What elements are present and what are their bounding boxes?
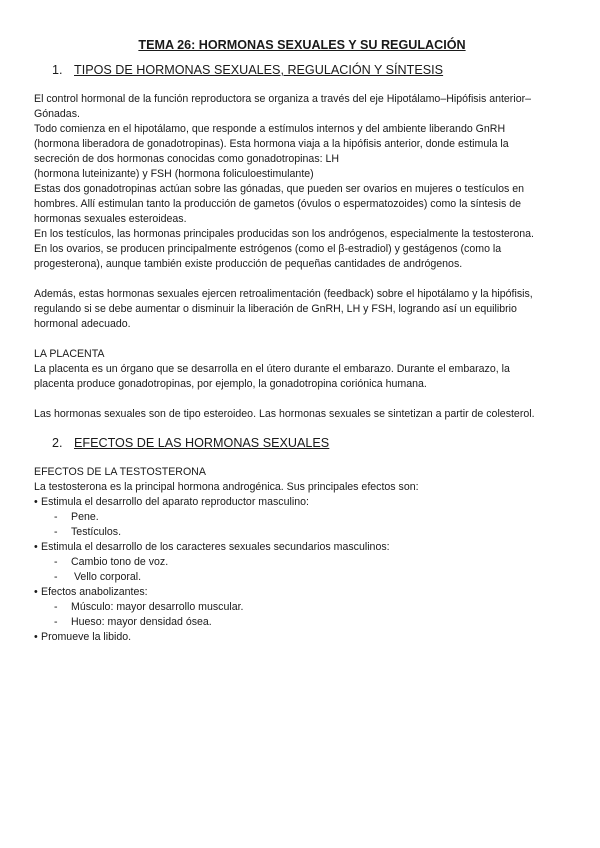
dash-icon: -	[54, 556, 58, 568]
text-line: En los ovarios, se producen principalmente estrógenos (como el β-estradiol) y gestágenos (como la	[34, 243, 502, 255]
bullet-icon: •	[34, 631, 38, 643]
list-item: • Estimula el desarrollo de los caracteres sexuales secundarios masculinos:	[34, 541, 390, 553]
sub-list-item: - Pene.	[54, 511, 99, 523]
text-line: Estas dos gonadotropinas actúan sobre las gónadas, que pueden ser ovarios en mujeres o testículos en	[34, 183, 524, 195]
sub-list-item: - Cambio tono de voz.	[54, 556, 169, 568]
text-line: La placenta es un órgano que se desarrolla en el útero durante el embarazo. Durante el embarazo, la	[34, 363, 510, 375]
section-1-paragraph-feedback	[34, 287, 570, 332]
text-line: Todo comienza en el hipotálamo, que responde a estímulos internos y del ambiente liberando GnRH	[34, 123, 506, 135]
placenta-heading: LA PLACENTA	[34, 348, 105, 360]
text-line: secreción de dos hormonas conocidas como gonadotropinas: LH	[34, 153, 340, 165]
sub-list-item: - Vello corporal.	[54, 571, 142, 583]
text-line: placenta produce gonadotropinas, por ejemplo, la gonadotropina coriónica humana.	[34, 378, 427, 390]
sub-list-item: - Hueso: mayor densidad ósea.	[54, 616, 212, 628]
section-2-number: 2.	[52, 436, 63, 450]
bullet-icon: •	[34, 496, 38, 508]
list-item: • Efectos anabolizantes:	[34, 586, 148, 598]
sub-list-item: - Músculo: mayor desarrollo muscular.	[54, 601, 244, 613]
document-page	[34, 38, 570, 645]
text-line: regulando si se debe aumentar o disminuir la liberación de GnRH, LH y FSH, logrando así un equilibrio	[34, 303, 517, 315]
text-line: hormonal adecuado.	[34, 318, 131, 330]
text-line: Además, estas hormonas sexuales ejercen retroalimentación (feedback) sobre el hipotálamo y la hipófisis,	[34, 288, 533, 300]
bullet-icon: •	[34, 586, 38, 598]
section-1-number: 1.	[52, 63, 63, 77]
sub-list-item: - Testículos.	[54, 526, 122, 538]
bullet-icon: •	[34, 541, 38, 553]
text-line: En los testículos, las hormonas principales producidas son los andrógenos, especialmente la testosterona.	[34, 228, 534, 240]
list-item: • Promueve la libido.	[34, 631, 132, 643]
dash-icon: -	[54, 511, 58, 523]
testosterone-heading: EFECTOS DE LA TESTOSTERONA	[34, 466, 206, 478]
section-1-paragraph-placenta	[34, 362, 570, 392]
text-line: hombres. Allí estimulan tanto la producción de gametos (óvulos o espermatozoides) como la síntesis de	[34, 198, 521, 210]
text-line: (hormona liberadora de gonadotropinas). Esta hormona viaja a la hipófisis anterior, donde estimula la	[34, 138, 509, 150]
section-1-paragraph-regulation	[34, 92, 570, 272]
text-line: progesterona), aunque también existe producción de pequeñas cantidades de andrógenos.	[34, 258, 463, 270]
text-line: El control hormonal de la función reproductora se organiza a través del eje Hipotálamo–Hipófisis anterior–	[34, 93, 532, 105]
section-2-title: EFECTOS DE LAS HORMONAS SEXUALES	[74, 436, 330, 450]
text-line: Gónadas.	[34, 108, 80, 120]
section-1-paragraph-steroid	[34, 407, 570, 422]
dash-icon: -	[54, 616, 58, 628]
text-line: Las hormonas sexuales son de tipo esteroideo. Las hormonas sexuales se sintetizan a partir de colesterol.	[34, 408, 535, 420]
section-2-heading	[52, 436, 570, 450]
text-line: hormonas sexuales esteroideas.	[34, 213, 187, 225]
dash-icon: -	[54, 571, 58, 583]
testosterone-intro: La testosterona es la principal hormona androgénica. Sus principales efectos son:	[34, 481, 419, 493]
dash-icon: -	[54, 526, 58, 538]
text-line: (hormona luteinizante) y FSH (hormona foliculoestimulante)	[34, 168, 314, 180]
list-item: • Estimula el desarrollo del aparato reproductor masculino:	[34, 496, 309, 508]
dash-icon: -	[54, 601, 58, 613]
section-1-heading	[52, 63, 570, 77]
effects-list	[34, 495, 570, 645]
section-1-title: TIPOS DE HORMONAS SEXUALES, REGULACIÓN Y SÍNTESIS	[74, 63, 444, 77]
page-title: TEMA 26: HORMONAS SEXUALES Y SU REGULACIÓN	[138, 38, 466, 52]
